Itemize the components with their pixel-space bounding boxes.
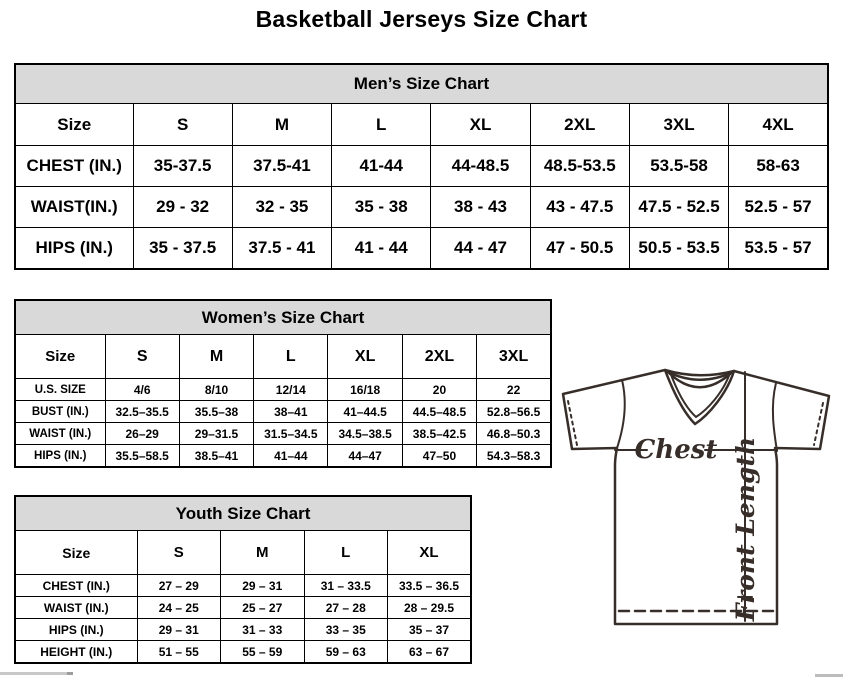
table-cell: 20 [402,379,476,401]
table-cell: 58-63 [729,146,828,187]
table-cell: 44–47 [328,445,402,468]
table-cell: 27 – 29 [137,575,221,597]
men-column-header: 2XL [530,104,629,146]
table-cell: 41-44 [332,146,431,187]
row-label: WAIST(IN.) [15,187,133,228]
women-size-header: Size [15,335,105,379]
table-cell: 37.5 - 41 [232,228,331,270]
table-cell: 63 – 67 [388,641,472,664]
men-column-header: XL [431,104,530,146]
table-cell: 53.5-58 [629,146,728,187]
table-cell: 16/18 [328,379,402,401]
youth-size-header: Size [15,531,137,575]
table-cell: 47–50 [402,445,476,468]
youth-section-title: Youth Size Chart [15,496,471,531]
youth-table-row [15,619,471,641]
table-cell: 25 – 27 [221,597,305,619]
chest-label: Chest [634,435,718,465]
row-label: HIPS (IN.) [15,619,137,641]
table-cell: 38.5–42.5 [402,423,476,445]
youth-column-header: S [137,531,221,575]
row-label: HEIGHT (IN.) [15,641,137,664]
table-cell: 41–44 [254,445,328,468]
women-column-header: 3XL [477,335,551,379]
men-section-title: Men’s Size Chart [15,64,828,104]
table-cell: 35 – 37 [388,619,472,641]
table-cell: 31.5–34.5 [254,423,328,445]
table-cell: 50.5 - 53.5 [629,228,728,270]
table-cell: 59 – 63 [304,641,388,664]
table-cell: 51 – 55 [137,641,221,664]
table-cell: 35.5–58.5 [105,445,179,468]
horizontal-scrollbar-thumb[interactable] [815,674,843,677]
jersey-measurement-diagram [552,357,843,659]
row-label: WAIST (IN.) [15,423,105,445]
row-label: HIPS (IN.) [15,228,133,270]
jersey-outline-icon [563,370,829,624]
table-cell: 37.5-41 [232,146,331,187]
table-cell: 33.5 – 36.5 [388,575,472,597]
table-cell: 35.5–38 [179,401,253,423]
table-cell: 29 – 31 [137,619,221,641]
table-cell: 32.5–35.5 [105,401,179,423]
table-cell: 33 – 35 [304,619,388,641]
table-cell: 55 – 59 [221,641,305,664]
row-label: BUST (IN.) [15,401,105,423]
women-section-title: Women’s Size Chart [15,300,551,335]
table-cell: 38–41 [254,401,328,423]
table-cell: 31 – 33 [221,619,305,641]
row-label: CHEST (IN.) [15,146,133,187]
women-table-row [15,445,551,468]
table-cell: 48.5-53.5 [530,146,629,187]
youth-table-row [15,597,471,619]
table-cell: 31 – 33.5 [304,575,388,597]
table-cell: 52.8–56.5 [477,401,551,423]
row-label: WAIST (IN.) [15,597,137,619]
men-column-header: 3XL [629,104,728,146]
table-cell: 35 - 37.5 [133,228,232,270]
table-cell: 28 – 29.5 [388,597,472,619]
table-cell: 27 – 28 [304,597,388,619]
table-cell: 47.5 - 52.5 [629,187,728,228]
women-table-row [15,401,551,423]
table-cell: 29–31.5 [179,423,253,445]
row-label: CHEST (IN.) [15,575,137,597]
table-cell: 34.5–38.5 [328,423,402,445]
youth-size-chart-table [14,495,472,664]
men-table-row [15,146,828,187]
front-length-label: Front Length [731,436,760,622]
men-column-header: S [133,104,232,146]
women-table-row [15,423,551,445]
table-cell: 29 - 32 [133,187,232,228]
table-cell: 53.5 - 57 [729,228,828,270]
women-column-header: M [179,335,253,379]
table-cell: 38.5–41 [179,445,253,468]
horizontal-scrollbar-thumb[interactable] [0,672,73,675]
table-cell: 41 - 44 [332,228,431,270]
row-label: U.S. SIZE [15,379,105,401]
womens-size-chart-table [14,299,552,468]
men-table-row [15,228,828,270]
table-cell: 26–29 [105,423,179,445]
table-cell: 35-37.5 [133,146,232,187]
women-column-header: XL [328,335,402,379]
men-column-header: L [332,104,431,146]
table-cell: 54.3–58.3 [477,445,551,468]
table-cell: 38 - 43 [431,187,530,228]
table-cell: 44.5–48.5 [402,401,476,423]
page-title: Basketball Jerseys Size Chart [255,6,588,32]
women-column-header: S [105,335,179,379]
mens-size-chart-table [14,63,829,270]
men-table-row [15,187,828,228]
table-cell: 12/14 [254,379,328,401]
table-cell: 43 - 47.5 [530,187,629,228]
table-cell: 44 - 47 [431,228,530,270]
women-column-header: 2XL [402,335,476,379]
men-column-header: 4XL [729,104,828,146]
row-label: HIPS (IN.) [15,445,105,468]
table-cell: 41–44.5 [328,401,402,423]
youth-table-row [15,641,471,664]
table-cell: 52.5 - 57 [729,187,828,228]
men-size-header: Size [15,104,133,146]
women-column-header: L [254,335,328,379]
table-cell: 32 - 35 [232,187,331,228]
table-cell: 29 – 31 [221,575,305,597]
women-table-row [15,379,551,401]
table-cell: 35 - 38 [332,187,431,228]
table-cell: 44-48.5 [431,146,530,187]
youth-column-header: XL [388,531,472,575]
table-cell: 8/10 [179,379,253,401]
table-cell: 46.8–50.3 [477,423,551,445]
table-cell: 4/6 [105,379,179,401]
youth-column-header: L [304,531,388,575]
youth-column-header: M [221,531,305,575]
table-cell: 22 [477,379,551,401]
men-column-header: M [232,104,331,146]
youth-table-row [15,575,471,597]
table-cell: 47 - 50.5 [530,228,629,270]
table-cell: 24 – 25 [137,597,221,619]
